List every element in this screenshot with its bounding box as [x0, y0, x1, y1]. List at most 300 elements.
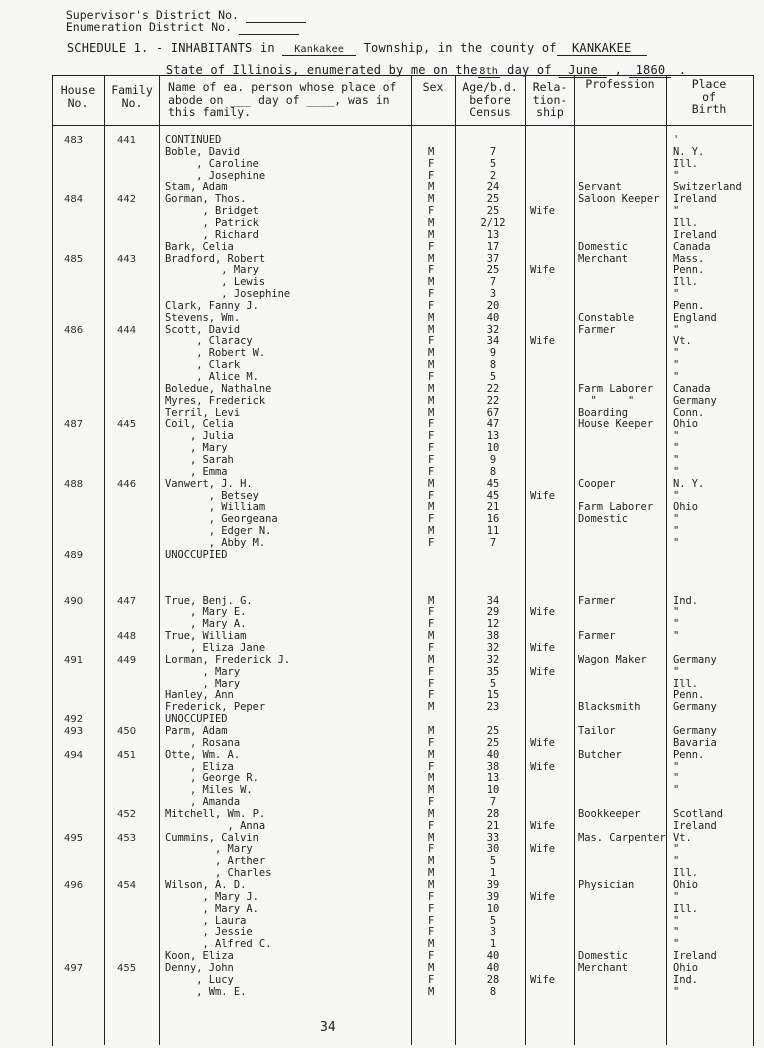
family-number: 449	[117, 654, 137, 666]
age-value: 10	[486, 902, 500, 915]
relationship-value: Wife	[530, 606, 556, 619]
col-header-house: House No.	[60, 83, 96, 110]
age-value: 17	[486, 240, 500, 253]
age-value: 22	[486, 382, 500, 395]
sex-value: F	[428, 950, 435, 963]
sex-value: M	[428, 748, 435, 761]
house-number: 485	[64, 253, 84, 265]
house-number: 495	[64, 832, 84, 844]
age-value: 8	[489, 985, 497, 998]
house-number: 487	[64, 419, 84, 431]
birthplace-value: Canada	[673, 382, 711, 395]
birthplace-value: "	[673, 288, 680, 301]
col-header-sex: Sex	[422, 80, 444, 94]
sex-value: F	[428, 606, 435, 619]
profession-value: Farm Laborer	[578, 501, 654, 514]
family-number: 454	[117, 880, 137, 891]
sex-value: F	[428, 157, 435, 170]
person-name: Stevens, Wm.	[165, 311, 241, 324]
person-name: Scott, David	[165, 323, 241, 336]
birthplace-value: Germany	[673, 701, 717, 714]
birthplace-value: "	[673, 359, 680, 372]
schedule-line: SCHEDULE 1. - INHABITANTS in Kankakee Township, in the county of KANKAKEE	[52, 27, 647, 56]
sex-value: F	[428, 536, 435, 549]
relationship-value: Wife	[530, 205, 556, 218]
person-name: , Mary A.	[165, 902, 259, 915]
person-name: UNOCCUPIED	[165, 713, 228, 726]
col-divider	[159, 75, 160, 1045]
sex-value: F	[428, 677, 435, 690]
birthplace-value: "	[673, 772, 680, 785]
birthplace-value: "	[673, 985, 680, 998]
person-name: , Patrick	[165, 216, 259, 229]
house-number: 489	[64, 549, 84, 561]
birthplace-value: Germany	[673, 394, 717, 407]
col-divider	[525, 75, 526, 1045]
person-name: , Bridget	[165, 205, 259, 218]
house-number: 497	[64, 962, 84, 974]
person-name: Otte, Wm. A.	[165, 748, 241, 761]
sex-value: M	[428, 477, 435, 490]
sex-value: F	[428, 465, 435, 478]
birthplace-value: "	[673, 169, 680, 182]
person-name: UNOCCUPIED	[165, 548, 228, 561]
person-name: , William	[165, 501, 266, 514]
person-name: Terril, Levi	[165, 406, 241, 419]
person-name: , Charles	[165, 867, 272, 880]
age-value: 16	[486, 513, 500, 526]
person-name: , Sarah	[165, 453, 234, 466]
family-number: 451	[117, 749, 137, 761]
birthplace-value: "	[673, 430, 680, 443]
person-name: , Laura	[165, 914, 247, 927]
profession-value: Farmer	[578, 323, 616, 336]
person-name: , Julia	[165, 430, 234, 443]
sex-value: F	[428, 796, 435, 809]
state-line: State of Illinois, enumerated by me on the 8th day of June , 1860 .	[165, 63, 687, 77]
house-number: 496	[64, 880, 84, 891]
family-number: 447	[117, 595, 137, 607]
birthplace-value: "	[673, 453, 680, 466]
person-name: , Claracy	[165, 335, 253, 348]
birthplace-value: "	[673, 760, 680, 773]
birthplace-value: "	[673, 323, 680, 336]
age-value: 23	[486, 701, 500, 714]
page-number: 34	[320, 1020, 336, 1035]
birthplace-value: '	[673, 134, 680, 146]
sex-value: F	[428, 513, 435, 526]
profession-value: Tailor	[578, 724, 616, 737]
age-value: 21	[486, 501, 500, 514]
house-number: 490	[64, 595, 84, 607]
birthplace-value: "	[673, 465, 680, 478]
sex-value: M	[428, 347, 435, 360]
sex-value: M	[428, 985, 435, 998]
sex-value: M	[428, 501, 435, 514]
age-value: 40	[486, 748, 500, 761]
birthplace-value: Conn.	[673, 406, 705, 419]
birthplace-value: "	[673, 536, 680, 549]
birthplace-value: Ill.	[673, 867, 699, 880]
person-name: , Amanda	[165, 796, 241, 809]
birthplace-value: Ohio	[673, 501, 699, 514]
sex-value: M	[428, 181, 435, 194]
sex-value: M	[428, 216, 435, 229]
day-value: 8th	[479, 66, 499, 77]
person-name: , Arther	[165, 855, 266, 868]
age-value: 25	[486, 736, 500, 749]
col-header-family: Family No.	[111, 83, 153, 110]
person-name: Clark, Fanny J.	[165, 299, 259, 312]
birthplace-value: Penn.	[673, 748, 705, 761]
birthplace-value: "	[673, 938, 680, 951]
sex-value: F	[428, 430, 435, 443]
relationship-value: Wife	[530, 890, 556, 903]
person-name: , Lewis	[165, 276, 266, 289]
profession-value: Cooper	[578, 477, 616, 490]
age-value: 45	[486, 477, 500, 490]
person-name: Koon, Eliza	[165, 950, 234, 963]
sex-value: F	[428, 843, 435, 856]
family-number: 446	[117, 478, 137, 490]
profession-value: Merchant	[578, 252, 629, 265]
age-value: 38	[486, 630, 500, 643]
family-number: 443	[117, 253, 137, 265]
person-name: Vanwert, J. H.	[165, 477, 253, 490]
sex-value: F	[428, 442, 435, 455]
birthplace-value: Mass.	[673, 252, 705, 265]
birthplace-value: "	[673, 665, 680, 678]
census-table	[52, 75, 754, 1046]
sex-value: F	[428, 335, 435, 348]
col-divider	[104, 75, 105, 1045]
age-value: 37	[486, 252, 500, 265]
birthplace-value: Switzerland	[673, 181, 742, 194]
sex-value: F	[428, 240, 435, 253]
age-value: 15	[486, 689, 500, 702]
person-name: , Miles W.	[165, 784, 253, 797]
sex-value: F	[428, 760, 435, 773]
enumeration-district-label: Enumeration District No.	[52, 6, 299, 35]
sex-value: M	[428, 193, 435, 206]
house-number: 492	[64, 714, 84, 726]
person-name: Mitchell, Wm. P.	[165, 807, 266, 820]
person-name: , Abby M.	[165, 536, 266, 549]
age-value: 1	[489, 938, 497, 951]
birthplace-value: Ill.	[673, 216, 699, 229]
birthplace-value: Germany	[673, 653, 717, 666]
age-value: 2/12	[480, 216, 506, 229]
sex-value: M	[428, 323, 435, 336]
person-name: , Mary E.	[165, 606, 247, 619]
profession-value: Bookkeeper	[578, 807, 641, 820]
sex-value: F	[428, 453, 435, 466]
birthplace-value: "	[673, 606, 680, 619]
county-value: KANKAKEE	[557, 41, 647, 56]
person-name: , Alice M.	[165, 371, 259, 383]
birthplace-value: "	[673, 513, 680, 526]
person-name: , Edger N.	[165, 525, 272, 538]
sex-value: M	[428, 630, 435, 643]
sex-value: M	[428, 228, 435, 241]
person-name: , Mary	[165, 677, 241, 690]
age-value: 25	[486, 193, 500, 206]
birthplace-value: "	[673, 347, 680, 360]
sex-value: F	[428, 642, 435, 654]
house-number: 491	[64, 654, 84, 666]
age-value: 34	[486, 335, 500, 348]
profession-value: Blacksmith	[578, 701, 641, 714]
profession-value: Saloon Keeper	[578, 193, 660, 206]
profession-value: Wagon Maker	[578, 653, 647, 666]
sex-value: M	[428, 867, 435, 880]
birthplace-value: "	[673, 843, 680, 856]
age-value: 25	[486, 724, 500, 737]
birthplace-value: N. Y.	[673, 145, 705, 158]
age-value: 47	[486, 418, 500, 431]
sex-value: M	[428, 879, 435, 891]
sex-value: M	[428, 807, 435, 820]
birthplace-value: Vt.	[673, 831, 692, 844]
age-value: 67	[486, 406, 500, 419]
person-name: , Betsey	[165, 489, 259, 502]
house-number: 484	[64, 194, 84, 206]
person-name: True, Benj. G.	[165, 594, 253, 607]
birthplace-value: "	[673, 855, 680, 868]
birthplace-value: Ohio	[673, 418, 699, 431]
birthplace-value: England	[673, 311, 717, 324]
family-number: 455	[117, 962, 137, 974]
person-name: Coil, Celia	[165, 418, 234, 431]
sex-value: M	[428, 145, 435, 158]
age-value: 11	[486, 525, 500, 538]
age-value: 2	[489, 169, 497, 182]
birthplace-value: Ohio	[673, 961, 699, 974]
person-name: , Emma	[165, 465, 228, 478]
age-value: 30	[486, 843, 500, 856]
profession-value: Farmer	[578, 594, 616, 607]
col-divider	[666, 75, 667, 1045]
person-name: , Eliza Jane	[165, 642, 266, 654]
birthplace-value: Scotland	[673, 807, 724, 820]
age-value: 39	[486, 890, 500, 903]
birthplace-value: Penn.	[673, 264, 705, 277]
age-value: 3	[489, 926, 497, 939]
birthplace-value: Vt.	[673, 335, 692, 348]
sex-value: F	[428, 890, 435, 903]
age-value: 35	[486, 665, 500, 678]
age-value: 29	[486, 606, 500, 619]
age-value: 22	[486, 394, 500, 407]
relationship-value: Wife	[530, 843, 556, 856]
birthplace-value: "	[673, 630, 680, 643]
relationship-value: Wife	[530, 736, 556, 749]
sex-value: M	[428, 938, 435, 951]
sex-value: F	[428, 973, 435, 986]
age-value: 13	[486, 430, 500, 443]
birthplace-value: Penn.	[673, 299, 705, 312]
sex-value: F	[428, 418, 435, 431]
col-divider	[455, 75, 456, 1045]
sex-value: F	[428, 736, 435, 749]
person-name: , Georgeana	[165, 513, 278, 526]
sex-value: M	[428, 653, 435, 666]
profession-value: Farm Laborer	[578, 382, 654, 395]
age-value: 7	[489, 276, 497, 289]
age-value: 5	[489, 914, 497, 927]
birthplace-value: "	[673, 442, 680, 455]
sex-value: F	[428, 926, 435, 939]
birthplace-value: Ill.	[673, 157, 699, 170]
person-name: Frederick, Peper	[165, 701, 266, 714]
person-name: , Mary	[165, 264, 259, 277]
age-value: 39	[486, 879, 500, 891]
profession-value: Mas. Carpenter	[578, 831, 666, 844]
person-name: Myres, Frederick	[165, 394, 266, 407]
age-value: 21	[486, 819, 500, 832]
relationship-value: Wife	[530, 489, 556, 502]
house-number: 494	[64, 749, 84, 761]
birthplace-value: "	[673, 525, 680, 538]
sex-value: M	[428, 406, 435, 419]
person-name: , Jessie	[165, 926, 253, 939]
age-value: 7	[489, 145, 497, 158]
person-name: Denny, John	[165, 961, 234, 974]
birthplace-value: Ireland	[673, 228, 717, 241]
sex-value: F	[428, 205, 435, 218]
person-name: , Mary	[165, 843, 253, 856]
sex-value: F	[428, 371, 435, 383]
person-name: Gorman, Thos.	[165, 193, 247, 206]
age-value: 38	[486, 760, 500, 773]
profession-value: House Keeper	[578, 418, 654, 431]
family-number: 444	[117, 324, 137, 336]
age-value: 5	[489, 677, 497, 690]
house-number: 486	[64, 324, 84, 336]
township-value: Kankakee	[282, 44, 356, 56]
person-name: , Alfred C.	[165, 938, 272, 951]
sex-value: F	[428, 914, 435, 927]
profession-value: Merchant	[578, 961, 629, 974]
month-value: June	[559, 63, 607, 78]
sex-value: F	[428, 689, 435, 702]
age-value: 24	[486, 181, 500, 194]
birthplace-value: N. Y.	[673, 477, 705, 490]
birthplace-value: Bavaria	[673, 736, 717, 749]
relationship-value: Wife	[530, 642, 556, 654]
birthplace-value: "	[673, 618, 680, 631]
age-value: 3	[489, 288, 497, 301]
age-value: 8	[489, 465, 497, 478]
col-header-profession: Profession	[585, 77, 655, 91]
sex-value: M	[428, 252, 435, 265]
birthplace-value: Ireland	[673, 950, 717, 963]
col-header-name: Name of ea. person whose place of abode on ___ day of ____, was in this family.	[168, 80, 397, 119]
sex-value: M	[428, 831, 435, 844]
age-value: 40	[486, 311, 500, 324]
sex-value: M	[428, 525, 435, 538]
sex-value: F	[428, 288, 435, 301]
family-number: 452	[117, 808, 137, 820]
person-name: Cummins, Calvin	[165, 831, 259, 844]
person-name: CONTINUED	[165, 134, 222, 146]
relationship-value: Wife	[530, 665, 556, 678]
profession-value: Butcher	[578, 748, 622, 761]
sex-value: M	[428, 701, 435, 714]
header-divider	[52, 125, 752, 126]
birthplace-value: "	[673, 890, 680, 903]
birthplace-value: "	[673, 914, 680, 927]
person-name: , Mary J.	[165, 890, 259, 903]
person-name: Boble, David	[165, 145, 241, 158]
col-header-age: Age/b.d. before Census	[462, 80, 518, 119]
sex-value: M	[428, 394, 435, 407]
profession-value: Farmer	[578, 630, 616, 643]
col-header-relationship: Rela- tion- ship	[532, 80, 568, 119]
birthplace-value: Canada	[673, 240, 711, 253]
person-name: , Caroline	[165, 157, 259, 170]
person-name: , Wm. E.	[165, 985, 247, 998]
age-value: 12	[486, 618, 500, 631]
profession-value: Domestic	[578, 950, 629, 963]
profession-value: Physician	[578, 879, 635, 891]
sex-value: F	[428, 902, 435, 915]
person-name: Wilson, A. D.	[165, 879, 247, 891]
birthplace-value: Ill.	[673, 276, 699, 289]
age-value: 32	[486, 323, 500, 336]
sex-value: M	[428, 594, 435, 607]
family-number: 441	[117, 135, 137, 146]
birthplace-value: Ind.	[673, 973, 699, 986]
sex-value: M	[428, 784, 435, 797]
age-value: 13	[486, 772, 500, 785]
person-name: , Mary A.	[165, 618, 247, 631]
person-name: Boledue, Nathalne	[165, 382, 272, 395]
col-divider	[574, 75, 575, 1045]
person-name: , George R.	[165, 772, 259, 785]
age-value: 20	[486, 299, 500, 312]
sex-value: M	[428, 311, 435, 324]
sex-value: M	[428, 359, 435, 372]
age-value: 8	[489, 359, 497, 372]
sex-value: M	[428, 961, 435, 974]
profession-value: " "	[578, 394, 635, 407]
family-number: 442	[117, 194, 137, 206]
age-value: 28	[486, 807, 500, 820]
sex-value: F	[428, 665, 435, 678]
person-name: Hanley, Ann	[165, 689, 234, 702]
sex-value: M	[428, 855, 435, 868]
person-name: Stam, Adam	[165, 181, 228, 194]
house-number: 488	[64, 478, 84, 490]
age-value: 5	[489, 371, 497, 383]
person-name: , Josephine	[165, 288, 291, 301]
age-value: 25	[486, 205, 500, 218]
sex-value: F	[428, 489, 435, 502]
house-number: 493	[64, 725, 84, 737]
person-name: , Lucy	[165, 973, 234, 986]
profession-value: Servant	[578, 181, 622, 194]
col-divider	[411, 75, 412, 1045]
sex-value: F	[428, 299, 435, 312]
person-name: , Mary	[165, 665, 241, 678]
col-header-birthplace: Place of Birth	[691, 77, 727, 116]
age-value: 9	[489, 347, 497, 360]
age-value: 7	[489, 796, 497, 809]
profession-value: Domestic	[578, 240, 629, 253]
supervisor-district-label: Supervisor's District No.	[52, 0, 306, 23]
age-value: 32	[486, 653, 500, 666]
